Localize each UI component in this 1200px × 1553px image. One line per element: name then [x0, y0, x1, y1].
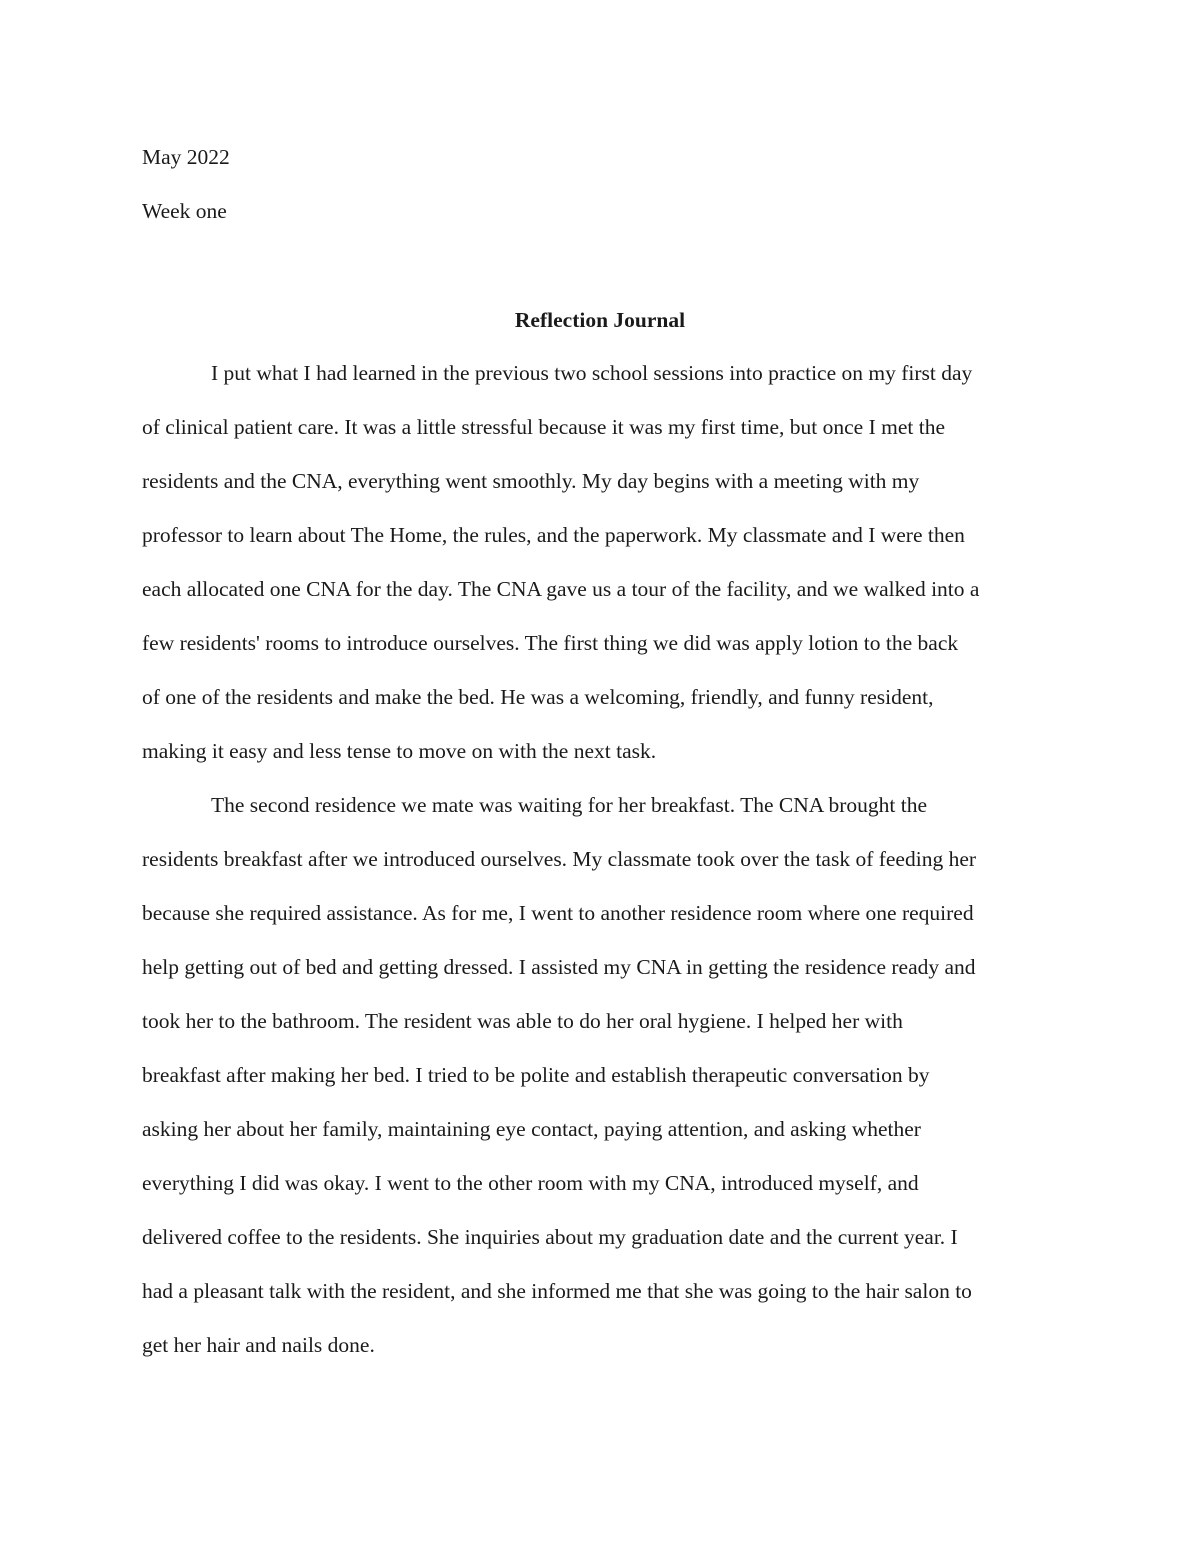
- paragraph-line: help getting out of bed and getting dressed. I assisted my CNA in getting the residence ready and: [142, 955, 976, 979]
- paragraph-line: making it easy and less tense to move on with the next task.: [142, 739, 657, 763]
- paragraph-line: each allocated one CNA for the day. The CNA gave us a tour of the facility, and we walked into a: [142, 577, 980, 601]
- week-line: Week one: [142, 199, 227, 223]
- paragraph-line: residents and the CNA, everything went smoothly. My day begins with a meeting with my: [142, 469, 920, 493]
- paragraph-line: delivered coffee to the residents. She inquiries about my graduation date and the current year. I: [142, 1225, 958, 1249]
- paragraph-line: of clinical patient care. It was a little stressful because it was my first time, but once I met the: [142, 415, 945, 439]
- paragraph-line: residents breakfast after we introduced ourselves. My classmate took over the task of feeding her: [142, 847, 977, 871]
- paragraph-line: few residents' rooms to introduce ourselves. The first thing we did was apply lotion to the back: [142, 631, 959, 655]
- date-line: May 2022: [142, 145, 230, 169]
- paragraph-line: because she required assistance. As for me, I went to another residence room where one required: [142, 901, 974, 925]
- paragraph-line: professor to learn about The Home, the rules, and the paperwork. My classmate and I were then: [142, 523, 965, 547]
- paragraph-line: I put what I had learned in the previous two school sessions into practice on my first day: [211, 361, 973, 385]
- paragraph-line: of one of the residents and make the bed. He was a welcoming, friendly, and funny resident,: [142, 685, 934, 709]
- paragraph-2: [142, 778, 1062, 1372]
- paragraph-line: asking her about her family, maintaining eye contact, paying attention, and asking whether: [142, 1117, 921, 1141]
- paragraph-line: The second residence we mate was waiting for her breakfast. The CNA brought the: [211, 793, 928, 817]
- page-title: Reflection Journal: [514, 308, 686, 332]
- paragraph-line: get her hair and nails done.: [142, 1333, 375, 1357]
- paragraph-1: [142, 346, 1062, 778]
- paragraph-line: breakfast after making her bed. I tried to be polite and establish therapeutic conversation by: [142, 1063, 930, 1087]
- paragraph-line: had a pleasant talk with the resident, and she informed me that she was going to the hair salon to: [142, 1279, 972, 1303]
- paragraph-line: took her to the bathroom. The resident was able to do her oral hygiene. I helped her with: [142, 1009, 903, 1033]
- paragraph-line: everything I did was okay. I went to the other room with my CNA, introduced myself, and: [142, 1171, 919, 1195]
